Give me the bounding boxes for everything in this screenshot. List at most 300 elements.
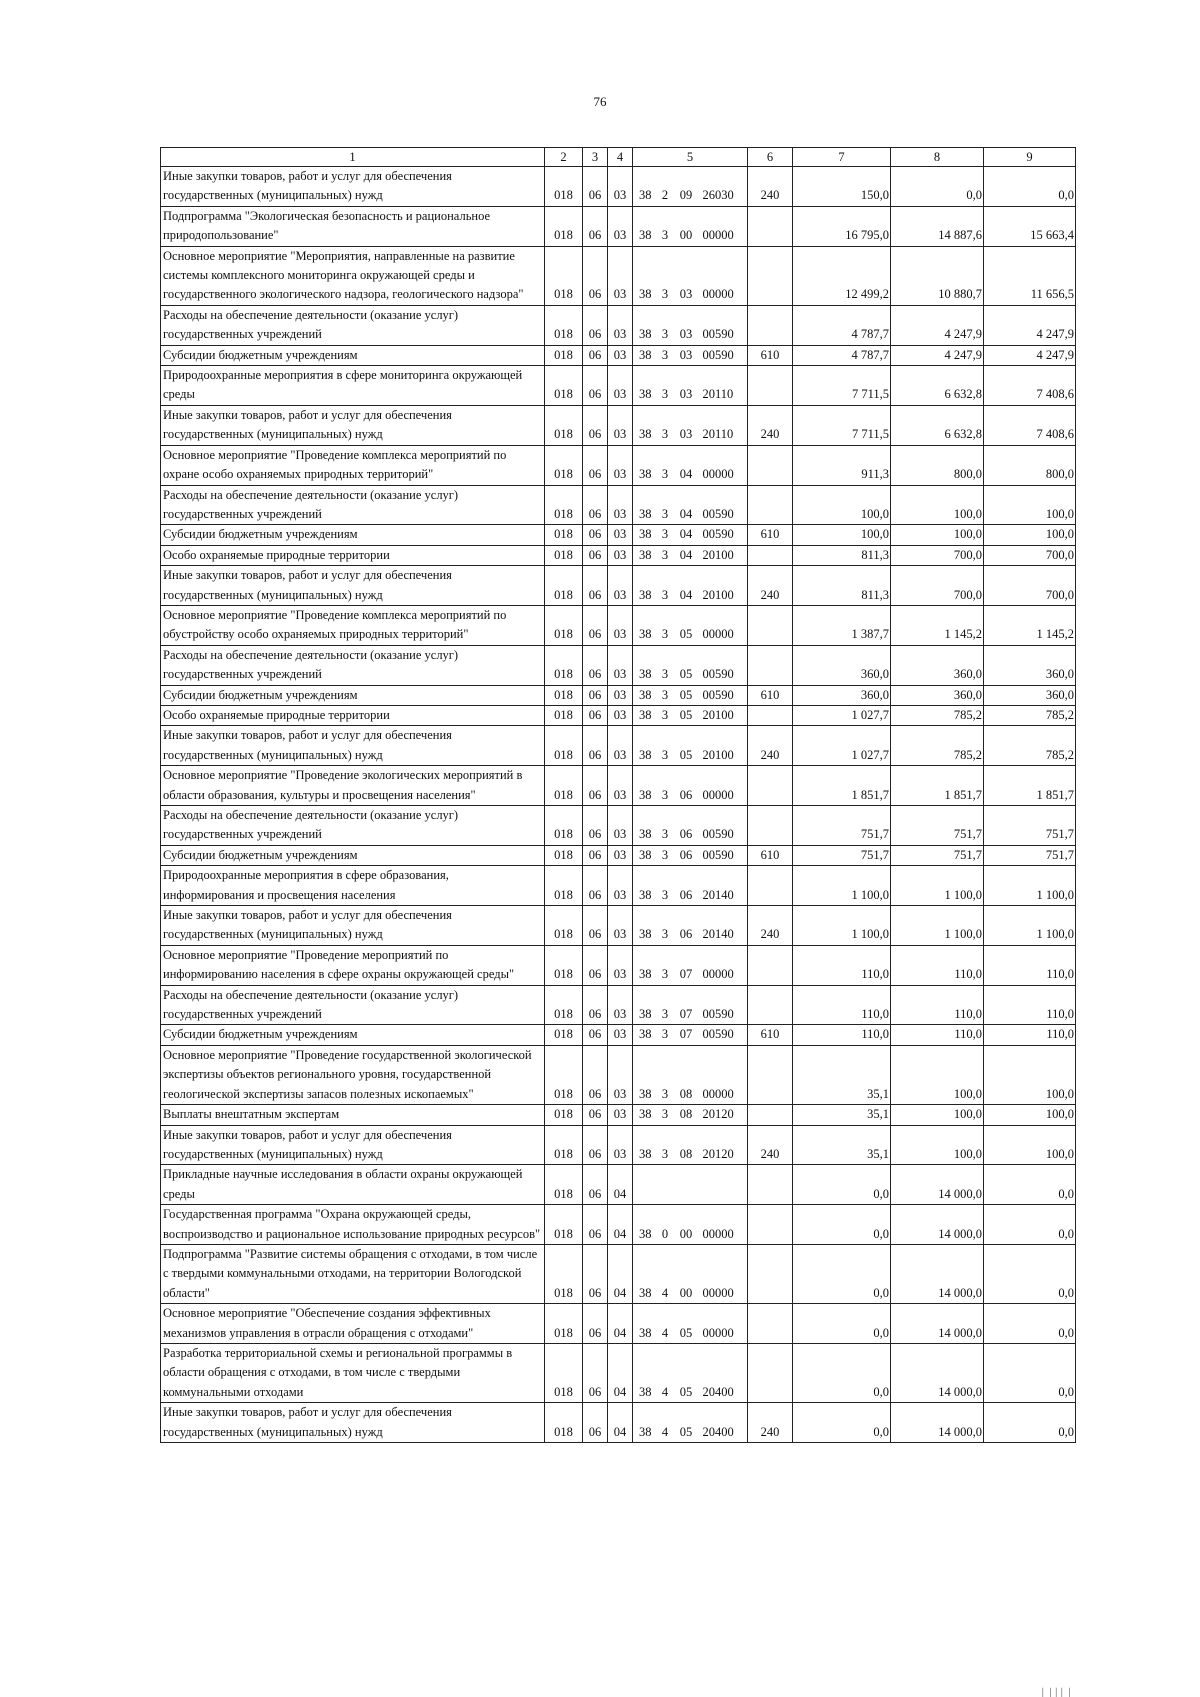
row-col-3: 06 bbox=[583, 866, 608, 906]
table-row bbox=[161, 167, 1076, 207]
row-code-part-3: 06 bbox=[673, 766, 700, 806]
row-col-3: 06 bbox=[583, 1244, 608, 1303]
row-code-part-4: 00000 bbox=[700, 246, 748, 305]
row-code-part-2: 3 bbox=[658, 246, 673, 305]
row-code-part-2: 3 bbox=[658, 985, 673, 1025]
row-code-part-4: 00590 bbox=[700, 985, 748, 1025]
row-name: Основное мероприятие "Мероприятия, направленные на развитие системы комплексного мониторинга окружающей среды и государственного экологического надзора, геологического надзора" bbox=[161, 246, 545, 305]
table-row bbox=[161, 1403, 1076, 1443]
row-col-8: 110,0 bbox=[891, 1025, 984, 1045]
row-code-part-1: 38 bbox=[633, 705, 658, 725]
row-col-6: 610 bbox=[748, 1025, 793, 1045]
row-col-2: 018 bbox=[545, 1045, 583, 1104]
row-col-6: 240 bbox=[748, 566, 793, 606]
row-col-9: 11 656,5 bbox=[984, 246, 1076, 305]
row-col-3: 06 bbox=[583, 1403, 608, 1443]
row-col-9: 800,0 bbox=[984, 445, 1076, 485]
row-col-6: 240 bbox=[748, 906, 793, 946]
row-col-6: 610 bbox=[748, 845, 793, 865]
row-col-9: 0,0 bbox=[984, 1244, 1076, 1303]
row-name: Расходы на обеспечение деятельности (оказание услуг) государственных учреждений bbox=[161, 806, 545, 846]
row-col-7: 7 711,5 bbox=[793, 405, 891, 445]
row-code-part-3: 07 bbox=[673, 1025, 700, 1045]
row-col-2: 018 bbox=[545, 445, 583, 485]
row-name: Основное мероприятие "Проведение комплекса мероприятий по обустройству особо охраняемых природных территорий" bbox=[161, 605, 545, 645]
table-row bbox=[161, 525, 1076, 545]
row-col-7: 35,1 bbox=[793, 1045, 891, 1104]
row-col-4: 03 bbox=[608, 906, 633, 946]
row-code-part-1: 38 bbox=[633, 605, 658, 645]
row-col-9: 1 145,2 bbox=[984, 605, 1076, 645]
row-code-part-2: 3 bbox=[658, 1105, 673, 1125]
scan-artifact: │ │││ │ bbox=[1040, 1688, 1073, 1697]
row-col-4: 03 bbox=[608, 445, 633, 485]
row-col-7: 35,1 bbox=[793, 1125, 891, 1165]
row-code-part-4: 00000 bbox=[700, 766, 748, 806]
table-row bbox=[161, 605, 1076, 645]
row-code-part-2: 3 bbox=[658, 206, 673, 246]
row-code-part-4: 20100 bbox=[700, 545, 748, 565]
row-col-3: 06 bbox=[583, 845, 608, 865]
table-row bbox=[161, 206, 1076, 246]
row-code-part-2: 3 bbox=[658, 525, 673, 545]
row-name: Особо охраняемые природные территории bbox=[161, 545, 545, 565]
row-col-2: 018 bbox=[545, 1205, 583, 1245]
row-col-7: 110,0 bbox=[793, 1025, 891, 1045]
row-col-9: 0,0 bbox=[984, 1205, 1076, 1245]
row-col-8: 1 851,7 bbox=[891, 766, 984, 806]
row-code-part-1: 38 bbox=[633, 1244, 658, 1303]
row-col-6 bbox=[748, 1244, 793, 1303]
row-col-7: 110,0 bbox=[793, 985, 891, 1025]
row-col-3: 06 bbox=[583, 906, 608, 946]
row-col-8: 800,0 bbox=[891, 445, 984, 485]
row-name: Иные закупки товаров, работ и услуг для обеспечения государственных (муниципальных) нужд bbox=[161, 566, 545, 606]
row-code-part-1: 38 bbox=[633, 485, 658, 525]
row-code-part-2: 3 bbox=[658, 1125, 673, 1165]
row-col-3: 06 bbox=[583, 605, 608, 645]
row-code-part-1: 38 bbox=[633, 405, 658, 445]
row-code-part-1: 38 bbox=[633, 1125, 658, 1165]
row-col-2: 018 bbox=[545, 1343, 583, 1402]
table-row bbox=[161, 845, 1076, 865]
row-col-9: 7 408,6 bbox=[984, 405, 1076, 445]
row-col-8: 785,2 bbox=[891, 705, 984, 725]
row-col-9: 0,0 bbox=[984, 1403, 1076, 1443]
row-name: Основное мероприятие "Проведение мероприятий по информированию населения в сфере охраны окружающей среды" bbox=[161, 945, 545, 985]
table-row bbox=[161, 705, 1076, 725]
row-code-part-1: 38 bbox=[633, 445, 658, 485]
row-code-part-1: 38 bbox=[633, 366, 658, 406]
row-col-8: 751,7 bbox=[891, 806, 984, 846]
row-code-part-1: 38 bbox=[633, 945, 658, 985]
row-col-6 bbox=[748, 605, 793, 645]
row-col-6 bbox=[748, 1205, 793, 1245]
row-code-part-4: 20110 bbox=[700, 405, 748, 445]
row-code-part-1: 38 bbox=[633, 1343, 658, 1402]
row-col-8: 4 247,9 bbox=[891, 345, 984, 365]
header-col-5: 5 bbox=[633, 148, 748, 167]
row-code-part-2 bbox=[658, 1165, 673, 1205]
row-code-part-1: 38 bbox=[633, 246, 658, 305]
row-code-part-2: 3 bbox=[658, 806, 673, 846]
row-col-3: 06 bbox=[583, 305, 608, 345]
row-col-3: 06 bbox=[583, 1343, 608, 1402]
row-col-2: 018 bbox=[545, 1244, 583, 1303]
row-col-8: 100,0 bbox=[891, 525, 984, 545]
row-col-9: 110,0 bbox=[984, 945, 1076, 985]
row-col-4: 03 bbox=[608, 1025, 633, 1045]
row-col-2: 018 bbox=[545, 726, 583, 766]
table-row bbox=[161, 1105, 1076, 1125]
row-col-7: 1 387,7 bbox=[793, 605, 891, 645]
row-col-3: 06 bbox=[583, 485, 608, 525]
row-col-7: 100,0 bbox=[793, 485, 891, 525]
row-col-3: 06 bbox=[583, 766, 608, 806]
row-col-2: 018 bbox=[545, 1165, 583, 1205]
row-col-8: 751,7 bbox=[891, 845, 984, 865]
row-col-4: 03 bbox=[608, 945, 633, 985]
row-name: Субсидии бюджетным учреждениям bbox=[161, 525, 545, 545]
row-code-part-3: 04 bbox=[673, 566, 700, 606]
row-name: Основное мероприятие "Проведение государственной экологической экспертизы объектов регионального уровня, государственной геологической экспертизы запасов полезных ископаемых" bbox=[161, 1045, 545, 1104]
row-code-part-2: 3 bbox=[658, 1025, 673, 1045]
row-code-part-4: 00590 bbox=[700, 685, 748, 705]
row-code-part-2: 3 bbox=[658, 845, 673, 865]
row-col-9: 4 247,9 bbox=[984, 305, 1076, 345]
row-col-8: 14 000,0 bbox=[891, 1165, 984, 1205]
row-col-7: 360,0 bbox=[793, 645, 891, 685]
row-code-part-2: 3 bbox=[658, 345, 673, 365]
row-code-part-2: 3 bbox=[658, 445, 673, 485]
row-col-2: 018 bbox=[545, 1125, 583, 1165]
row-col-9: 100,0 bbox=[984, 485, 1076, 525]
row-col-8: 100,0 bbox=[891, 1045, 984, 1104]
row-col-9: 4 247,9 bbox=[984, 345, 1076, 365]
row-col-2: 018 bbox=[545, 1105, 583, 1125]
row-col-3: 06 bbox=[583, 685, 608, 705]
row-col-4: 04 bbox=[608, 1403, 633, 1443]
row-col-2: 018 bbox=[545, 485, 583, 525]
row-col-7: 110,0 bbox=[793, 945, 891, 985]
row-code-part-1: 38 bbox=[633, 685, 658, 705]
row-col-2: 018 bbox=[545, 705, 583, 725]
header-col-2: 2 bbox=[545, 148, 583, 167]
row-name: Расходы на обеспечение деятельности (оказание услуг) государственных учреждений bbox=[161, 985, 545, 1025]
row-col-9: 360,0 bbox=[984, 645, 1076, 685]
row-col-4: 03 bbox=[608, 345, 633, 365]
row-col-2: 018 bbox=[545, 685, 583, 705]
row-code-part-1: 38 bbox=[633, 726, 658, 766]
row-col-7: 0,0 bbox=[793, 1403, 891, 1443]
row-code-part-4: 20100 bbox=[700, 566, 748, 606]
row-col-9: 1 100,0 bbox=[984, 906, 1076, 946]
row-col-8: 0,0 bbox=[891, 167, 984, 207]
row-name: Расходы на обеспечение деятельности (оказание услуг) государственных учреждений bbox=[161, 305, 545, 345]
table-row bbox=[161, 1343, 1076, 1402]
row-col-6 bbox=[748, 1165, 793, 1205]
row-code-part-3: 09 bbox=[673, 167, 700, 207]
row-code-part-4: 00000 bbox=[700, 605, 748, 645]
row-col-6: 240 bbox=[748, 167, 793, 207]
row-name: Иные закупки товаров, работ и услуг для обеспечения государственных (муниципальных) нужд bbox=[161, 1403, 545, 1443]
row-name: Особо охраняемые природные территории bbox=[161, 705, 545, 725]
row-col-3: 06 bbox=[583, 366, 608, 406]
row-code-part-1: 38 bbox=[633, 766, 658, 806]
table-row bbox=[161, 766, 1076, 806]
row-code-part-4: 20100 bbox=[700, 705, 748, 725]
row-code-part-2: 2 bbox=[658, 167, 673, 207]
row-col-3: 06 bbox=[583, 985, 608, 1025]
row-code-part-1: 38 bbox=[633, 566, 658, 606]
row-name: Природоохранные мероприятия в сфере образования, информирования и просвещения населения bbox=[161, 866, 545, 906]
row-col-4: 03 bbox=[608, 525, 633, 545]
row-col-6: 240 bbox=[748, 1403, 793, 1443]
header-col-7: 7 bbox=[793, 148, 891, 167]
row-code-part-2: 4 bbox=[658, 1403, 673, 1443]
row-code-part-1: 38 bbox=[633, 1025, 658, 1045]
row-col-4: 03 bbox=[608, 845, 633, 865]
row-col-8: 360,0 bbox=[891, 645, 984, 685]
row-code-part-4: 00590 bbox=[700, 806, 748, 846]
row-col-6: 240 bbox=[748, 726, 793, 766]
row-col-7: 911,3 bbox=[793, 445, 891, 485]
row-code-part-1 bbox=[633, 1165, 658, 1205]
row-col-7: 0,0 bbox=[793, 1304, 891, 1344]
row-col-7: 751,7 bbox=[793, 806, 891, 846]
table-row bbox=[161, 726, 1076, 766]
row-col-9: 751,7 bbox=[984, 806, 1076, 846]
row-col-6 bbox=[748, 305, 793, 345]
row-code-part-1: 38 bbox=[633, 906, 658, 946]
row-code-part-1: 38 bbox=[633, 1045, 658, 1104]
row-col-9: 0,0 bbox=[984, 1165, 1076, 1205]
row-col-4: 03 bbox=[608, 405, 633, 445]
row-col-3: 06 bbox=[583, 445, 608, 485]
row-code-part-4 bbox=[700, 1165, 748, 1205]
row-col-4: 03 bbox=[608, 485, 633, 525]
row-code-part-3: 07 bbox=[673, 945, 700, 985]
row-code-part-2: 3 bbox=[658, 545, 673, 565]
row-code-part-3: 05 bbox=[673, 685, 700, 705]
row-code-part-3: 04 bbox=[673, 485, 700, 525]
row-col-9: 0,0 bbox=[984, 1304, 1076, 1344]
row-code-part-1: 38 bbox=[633, 1205, 658, 1245]
row-name: Выплаты внештатным экспертам bbox=[161, 1105, 545, 1125]
header-row bbox=[161, 148, 1076, 167]
row-code-part-3: 00 bbox=[673, 1244, 700, 1303]
header-col-3: 3 bbox=[583, 148, 608, 167]
row-col-3: 06 bbox=[583, 1205, 608, 1245]
row-code-part-3: 03 bbox=[673, 246, 700, 305]
row-code-part-3: 05 bbox=[673, 726, 700, 766]
row-col-8: 14 000,0 bbox=[891, 1205, 984, 1245]
row-col-4: 04 bbox=[608, 1304, 633, 1344]
row-col-9: 360,0 bbox=[984, 685, 1076, 705]
row-code-part-3: 00 bbox=[673, 206, 700, 246]
row-code-part-3: 05 bbox=[673, 1304, 700, 1344]
row-code-part-4: 20100 bbox=[700, 726, 748, 766]
row-col-9: 700,0 bbox=[984, 545, 1076, 565]
row-code-part-2: 3 bbox=[658, 645, 673, 685]
table-row bbox=[161, 906, 1076, 946]
table-row bbox=[161, 866, 1076, 906]
table-row bbox=[161, 985, 1076, 1025]
row-name: Природоохранные мероприятия в сфере мониторинга окружающей среды bbox=[161, 366, 545, 406]
row-col-3: 06 bbox=[583, 1105, 608, 1125]
row-col-8: 14 887,6 bbox=[891, 206, 984, 246]
row-col-8: 14 000,0 bbox=[891, 1244, 984, 1303]
row-col-3: 06 bbox=[583, 545, 608, 565]
row-code-part-2: 3 bbox=[658, 866, 673, 906]
row-code-part-2: 4 bbox=[658, 1343, 673, 1402]
row-col-4: 03 bbox=[608, 985, 633, 1025]
row-name: Иные закупки товаров, работ и услуг для обеспечения государственных (муниципальных) нужд bbox=[161, 167, 545, 207]
row-col-9: 0,0 bbox=[984, 1343, 1076, 1402]
row-col-9: 1 100,0 bbox=[984, 866, 1076, 906]
row-col-4: 03 bbox=[608, 806, 633, 846]
row-code-part-4: 20140 bbox=[700, 906, 748, 946]
page-number: 76 bbox=[593, 94, 607, 109]
row-col-8: 700,0 bbox=[891, 545, 984, 565]
row-col-3: 06 bbox=[583, 345, 608, 365]
row-col-8: 1 100,0 bbox=[891, 906, 984, 946]
row-code-part-2: 3 bbox=[658, 485, 673, 525]
row-code-part-4: 00590 bbox=[700, 845, 748, 865]
table-row bbox=[161, 1165, 1076, 1205]
table-row bbox=[161, 246, 1076, 305]
row-code-part-2: 3 bbox=[658, 1045, 673, 1104]
row-code-part-2: 3 bbox=[658, 726, 673, 766]
header-col-8: 8 bbox=[891, 148, 984, 167]
row-code-part-2: 3 bbox=[658, 366, 673, 406]
row-col-8: 700,0 bbox=[891, 566, 984, 606]
row-code-part-3: 06 bbox=[673, 845, 700, 865]
row-col-9: 700,0 bbox=[984, 566, 1076, 606]
row-col-7: 1 851,7 bbox=[793, 766, 891, 806]
table-row bbox=[161, 945, 1076, 985]
row-col-2: 018 bbox=[545, 1025, 583, 1045]
row-col-7: 150,0 bbox=[793, 167, 891, 207]
row-col-7: 0,0 bbox=[793, 1165, 891, 1205]
row-name: Субсидии бюджетным учреждениям bbox=[161, 685, 545, 705]
row-name: Иные закупки товаров, работ и услуг для обеспечения государственных (муниципальных) нужд bbox=[161, 405, 545, 445]
row-code-part-4: 20120 bbox=[700, 1125, 748, 1165]
row-col-2: 018 bbox=[545, 545, 583, 565]
row-col-6 bbox=[748, 545, 793, 565]
row-col-4: 04 bbox=[608, 1205, 633, 1245]
row-col-3: 06 bbox=[583, 1025, 608, 1045]
row-col-6 bbox=[748, 445, 793, 485]
row-code-part-4: 00000 bbox=[700, 1244, 748, 1303]
row-code-part-4: 00000 bbox=[700, 1304, 748, 1344]
row-code-part-1: 38 bbox=[633, 345, 658, 365]
row-col-8: 360,0 bbox=[891, 685, 984, 705]
row-col-2: 018 bbox=[545, 1403, 583, 1443]
row-code-part-2: 3 bbox=[658, 945, 673, 985]
row-col-4: 03 bbox=[608, 705, 633, 725]
row-code-part-1: 38 bbox=[633, 545, 658, 565]
row-col-7: 1 027,7 bbox=[793, 726, 891, 766]
row-col-7: 1 027,7 bbox=[793, 705, 891, 725]
row-code-part-3: 03 bbox=[673, 305, 700, 345]
row-col-9: 751,7 bbox=[984, 845, 1076, 865]
header-col-9: 9 bbox=[984, 148, 1076, 167]
row-code-part-4: 20400 bbox=[700, 1343, 748, 1402]
row-name: Основное мероприятие "Проведение комплекса мероприятий по охране особо охраняемых природных территорий" bbox=[161, 445, 545, 485]
row-code-part-2: 4 bbox=[658, 1244, 673, 1303]
row-code-part-2: 3 bbox=[658, 305, 673, 345]
row-name: Разработка территориальной схемы и региональной программы в области обращения с отходами, в том числе с твердыми коммунальными отходами bbox=[161, 1343, 545, 1402]
row-col-6 bbox=[748, 645, 793, 685]
row-col-3: 06 bbox=[583, 945, 608, 985]
row-name: Подпрограмма "Экологическая безопасность и рациональное природопользование" bbox=[161, 206, 545, 246]
row-col-7: 0,0 bbox=[793, 1244, 891, 1303]
row-code-part-4: 00000 bbox=[700, 445, 748, 485]
row-code-part-2: 3 bbox=[658, 766, 673, 806]
row-col-2: 018 bbox=[545, 766, 583, 806]
table-row bbox=[161, 645, 1076, 685]
row-col-7: 7 711,5 bbox=[793, 366, 891, 406]
row-col-3: 06 bbox=[583, 705, 608, 725]
row-col-8: 14 000,0 bbox=[891, 1403, 984, 1443]
row-code-part-1: 38 bbox=[633, 525, 658, 545]
row-name: Прикладные научные исследования в области охраны окружающей среды bbox=[161, 1165, 545, 1205]
table-row bbox=[161, 445, 1076, 485]
row-col-6: 610 bbox=[748, 685, 793, 705]
header-col-1: 1 bbox=[161, 148, 545, 167]
row-col-7: 100,0 bbox=[793, 525, 891, 545]
row-col-2: 018 bbox=[545, 566, 583, 606]
row-col-9: 100,0 bbox=[984, 1045, 1076, 1104]
row-col-6 bbox=[748, 705, 793, 725]
row-name: Подпрограмма "Развитие системы обращения с отходами, в том числе с твердыми коммунальными отходами, на территории Вологодской области" bbox=[161, 1244, 545, 1303]
row-code-part-4: 20120 bbox=[700, 1105, 748, 1125]
row-col-9: 100,0 bbox=[984, 1125, 1076, 1165]
row-col-3: 06 bbox=[583, 645, 608, 685]
row-code-part-1: 38 bbox=[633, 305, 658, 345]
row-name: Государственная программа "Охрана окружающей среды, воспроизводство и рациональное использование природных ресурсов" bbox=[161, 1205, 545, 1245]
row-col-4: 03 bbox=[608, 305, 633, 345]
row-col-4: 03 bbox=[608, 566, 633, 606]
row-col-8: 100,0 bbox=[891, 1105, 984, 1125]
row-col-2: 018 bbox=[545, 985, 583, 1025]
row-col-4: 03 bbox=[608, 1045, 633, 1104]
row-col-4: 03 bbox=[608, 1125, 633, 1165]
row-col-2: 018 bbox=[545, 845, 583, 865]
row-col-3: 06 bbox=[583, 1045, 608, 1104]
row-col-2: 018 bbox=[545, 345, 583, 365]
row-code-part-3: 06 bbox=[673, 806, 700, 846]
row-col-7: 4 787,7 bbox=[793, 305, 891, 345]
row-code-part-1: 38 bbox=[633, 645, 658, 685]
table-row bbox=[161, 366, 1076, 406]
row-col-6 bbox=[748, 766, 793, 806]
row-col-4: 03 bbox=[608, 866, 633, 906]
row-col-2: 018 bbox=[545, 806, 583, 846]
table-row bbox=[161, 566, 1076, 606]
table-body bbox=[161, 167, 1076, 1443]
row-code-part-1: 38 bbox=[633, 1105, 658, 1125]
row-col-2: 018 bbox=[545, 167, 583, 207]
row-col-6 bbox=[748, 206, 793, 246]
row-code-part-3: 03 bbox=[673, 345, 700, 365]
row-col-3: 06 bbox=[583, 1304, 608, 1344]
table-row bbox=[161, 806, 1076, 846]
row-name: Иные закупки товаров, работ и услуг для обеспечения государственных (муниципальных) нужд bbox=[161, 1125, 545, 1165]
row-col-4: 03 bbox=[608, 206, 633, 246]
row-col-4: 03 bbox=[608, 726, 633, 766]
